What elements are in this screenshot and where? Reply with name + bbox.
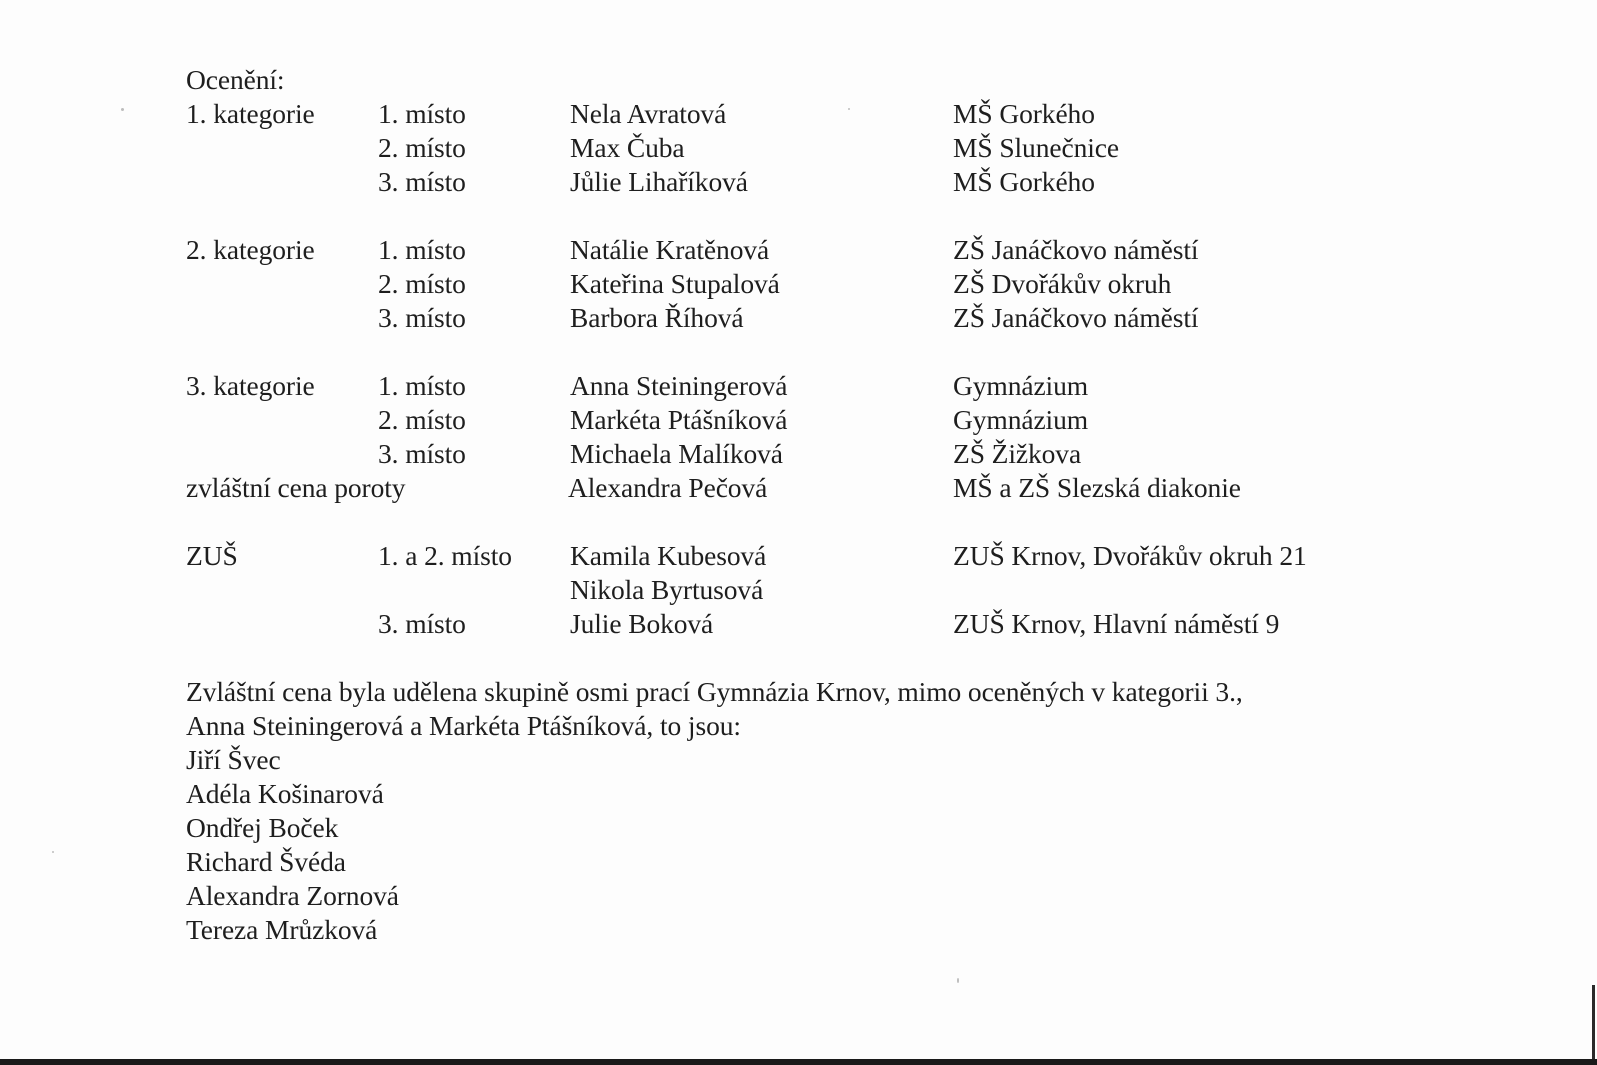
cat3-row1-place: 1. místo: [378, 370, 466, 401]
cat3-row2-place: 2. místo: [378, 404, 466, 435]
cat2-row2-place: 2. místo: [378, 268, 466, 299]
category-zus-label: ZUŠ: [186, 540, 238, 571]
zus-row1-place: 1. a 2. místo: [378, 540, 512, 571]
cat1-row3-name: Jůlie Lihaříková: [570, 166, 748, 197]
cat1-row2-school: MŠ Slunečnice: [953, 132, 1119, 163]
cat3-row1-school: Gymnázium: [953, 370, 1089, 401]
cat2-row3-place: 3. místo: [378, 302, 466, 333]
cat2-row3-name: Barbora Říhová: [570, 302, 744, 333]
cat1-row1-school: MŠ Gorkého: [953, 98, 1095, 129]
cat3-row2-school: Gymnázium: [953, 404, 1089, 435]
cat2-row1-school: ZŠ Janáčkovo náměstí: [953, 234, 1199, 265]
scan-speck: [52, 851, 54, 853]
zus-row3-name: Julie Boková: [570, 608, 714, 639]
zus-row1-school: ZUŠ Krnov, Dvořákův okruh 21: [953, 540, 1307, 571]
cat3-row3-name: Michaela Malíková: [570, 438, 783, 469]
cat2-row2-school: ZŠ Dvořákův okruh: [953, 268, 1172, 299]
special-jury-prize-school: MŠ a ZŠ Slezská diakonie: [953, 472, 1241, 503]
group-member: Jiří Švec: [186, 744, 281, 775]
scan-bottom-edge-line: [0, 1059, 1597, 1065]
cat3-row3-place: 3. místo: [378, 438, 466, 469]
special-prize-paragraph-line-2: Anna Steiningerová a Markéta Ptášníková, to jsou:: [186, 710, 741, 741]
zus-row3-school: ZUŠ Krnov, Hlavní náměstí 9: [953, 608, 1280, 639]
scan-right-edge-line: [1592, 985, 1595, 1059]
scan-speck: [848, 108, 850, 110]
special-prize-paragraph-line-1: Zvláštní cena byla udělena skupině osmi prací Gymnázia Krnov, mimo oceněných v kategorii 3.,: [186, 676, 1243, 707]
cat2-row2-name: Kateřina Stupalová: [570, 268, 780, 299]
cat2-row1-place: 1. místo: [378, 234, 466, 265]
heading: Ocenění:: [186, 64, 285, 95]
special-jury-prize-label: zvláštní cena poroty: [186, 472, 406, 503]
category-2-label: 2. kategorie: [186, 234, 315, 265]
zus-row1-name: Kamila Kubesová: [570, 540, 767, 571]
special-jury-prize-name: Alexandra Pečová: [568, 472, 768, 503]
cat1-row3-school: MŠ Gorkého: [953, 166, 1095, 197]
cat2-row3-school: ZŠ Janáčkovo náměstí: [953, 302, 1199, 333]
cat3-row3-school: ZŠ Žižkova: [953, 438, 1082, 469]
category-1-label: 1. kategorie: [186, 98, 315, 129]
cat1-row2-place: 2. místo: [378, 132, 466, 163]
cat1-row2-name: Max Čuba: [570, 132, 685, 163]
cat3-row2-name: Markéta Ptášníková: [570, 404, 788, 435]
cat3-row1-name: Anna Steiningerová: [570, 370, 788, 401]
group-member: Tereza Mrůzková: [186, 914, 378, 945]
cat1-row1-name: Nela Avratová: [570, 98, 727, 129]
cat1-row3-place: 3. místo: [378, 166, 466, 197]
scan-speck: [121, 108, 124, 111]
group-member: Adéla Košinarová: [186, 778, 384, 809]
category-3-label: 3. kategorie: [186, 370, 315, 401]
cat2-row1-name: Natálie Kratěnová: [570, 234, 770, 265]
zus-row3-place: 3. místo: [378, 608, 466, 639]
cat1-row1-place: 1. místo: [378, 98, 466, 129]
scan-speck: [957, 978, 959, 983]
group-member: Alexandra Zornová: [186, 880, 399, 911]
zus-row2-name: Nikola Byrtusová: [570, 574, 764, 605]
group-member: Richard Švéda: [186, 846, 346, 877]
group-member: Ondřej Boček: [186, 812, 339, 843]
